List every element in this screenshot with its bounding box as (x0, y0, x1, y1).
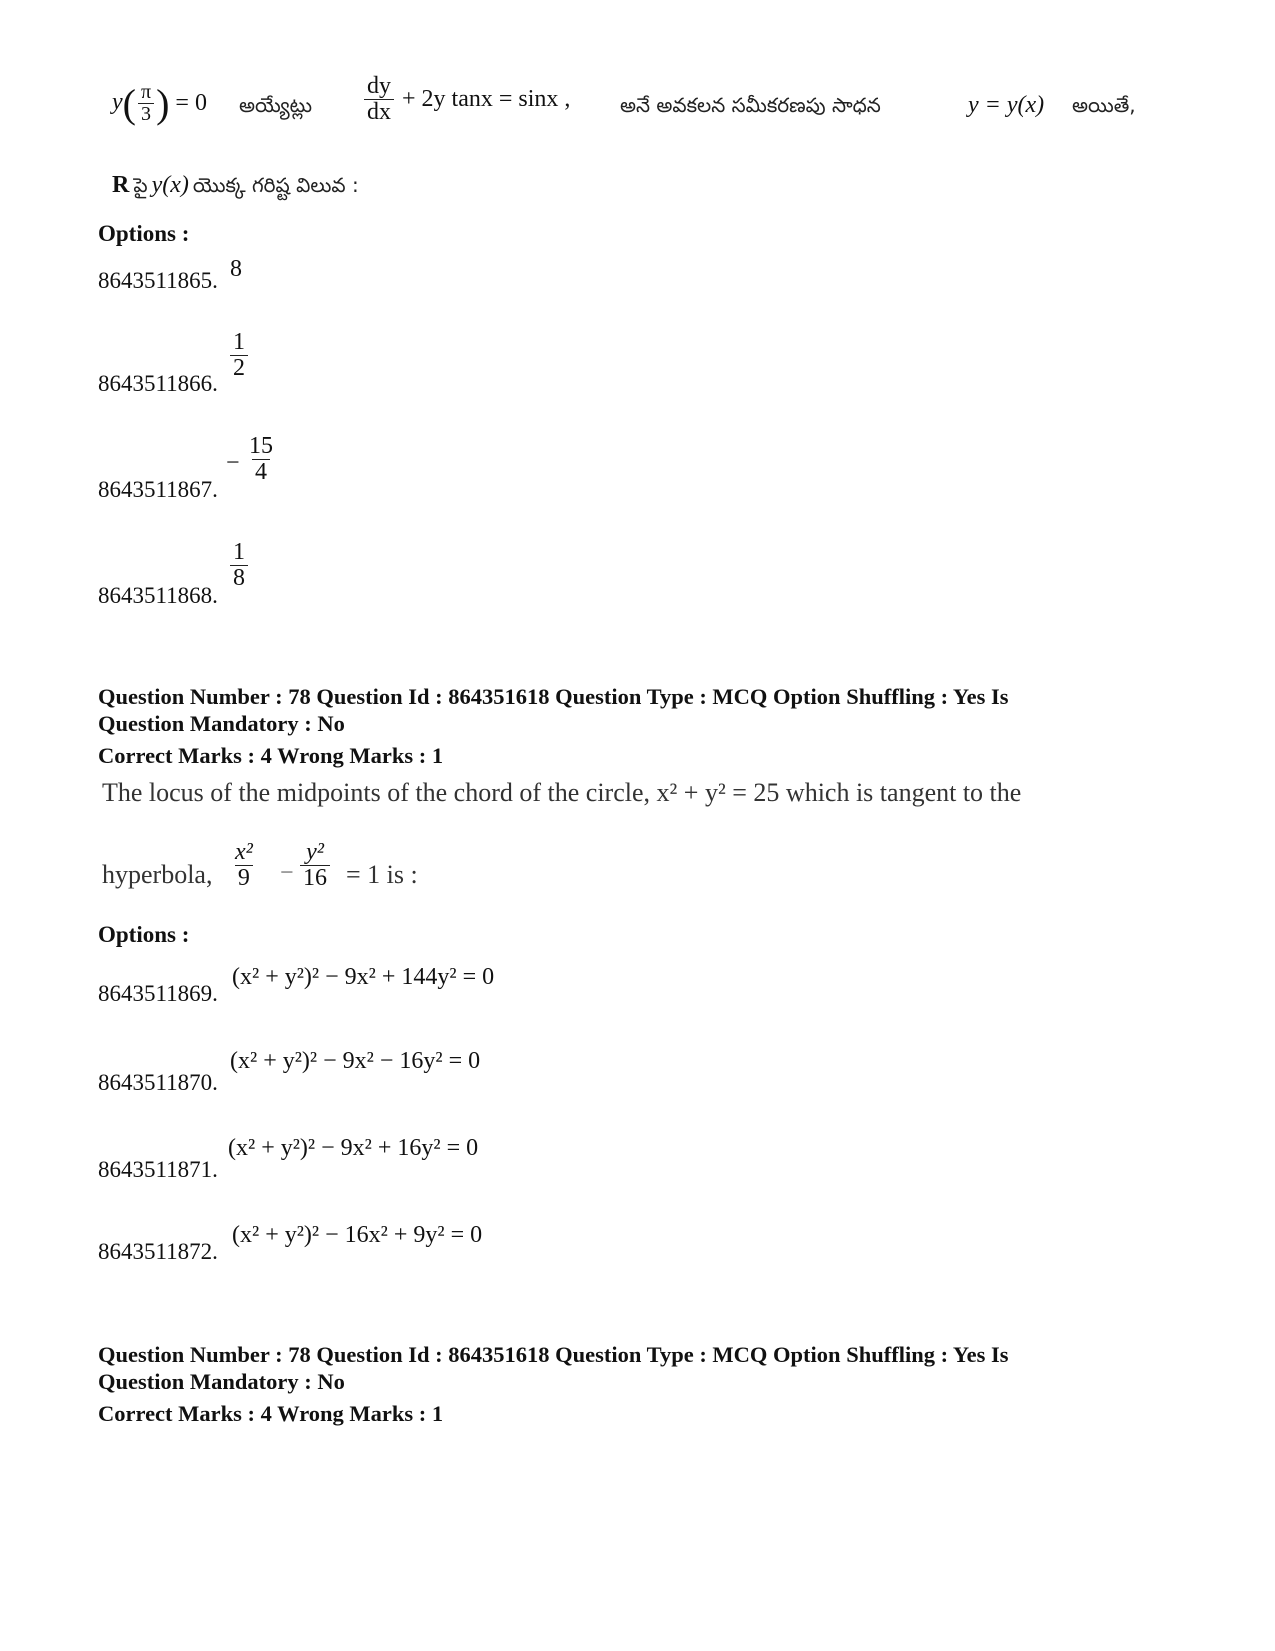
q78-repeat-marks: Correct Marks : 4 Wrong Marks : 1 (98, 1401, 444, 1426)
option-id: 8643511867. (98, 477, 218, 502)
q77-telugu-on: పై (133, 173, 148, 197)
q77-differential-equation: $\frac{dy}{dx}$ + 2y tanx = sinx , (362, 74, 570, 125)
q77-option (98, 432, 498, 504)
option-id: 8643511868. (98, 583, 218, 608)
option-expression: (x² + y²)² − 16x² + 9y² = 0 (232, 1222, 483, 1248)
q77-telugu-if: అయితే, (1072, 93, 1136, 117)
q78-option (98, 960, 698, 1010)
q77-option (98, 256, 498, 302)
option-expression: (x² + y²)² − 9x² + 144y² = 0 (232, 964, 495, 990)
q77-telugu-middle: అనే అవకలన సమీకరణపు సాధన (620, 93, 881, 117)
option-id: 8643511870. (98, 1070, 218, 1095)
q78-repeat-meta-line1: Question Number : 78 Question Id : 864351618 Question Type : MCQ Option Shuffling : Yes Is (98, 1342, 1009, 1367)
option-fraction: $\frac{1}{8}$ (230, 540, 248, 591)
q78-meta-line2: Question Mandatory : No (98, 711, 345, 736)
q78-minus: − (280, 860, 294, 886)
q78-option (98, 1133, 698, 1183)
q78-frac-x: $\frac{\text{x²}}{9}$ (235, 839, 253, 892)
q77-fn: y(x) (151, 172, 189, 198)
q77-stem-line1 (112, 74, 1232, 140)
q77-option (98, 538, 498, 610)
q78-repeat-meta-line2: Question Mandatory : No (98, 1369, 345, 1394)
option-expression: (x² + y²)² − 9x² − 16y² = 0 (230, 1048, 481, 1074)
q78-marks: Correct Marks : 4 Wrong Marks : 1 (98, 743, 444, 768)
q78-options-label: Options : (98, 922, 190, 947)
q78-hyperbola-prefix: hyperbola, (102, 860, 213, 889)
q77-stem-line2 (112, 172, 359, 202)
option-expression: (x² + y²)² − 9x² + 16y² = 0 (228, 1135, 479, 1161)
q77-set-r: R (112, 172, 130, 198)
option-id: 8643511865. (98, 268, 218, 293)
option-id: 8643511866. (98, 371, 218, 396)
option-fraction: $\frac{1}{2}$ (230, 330, 248, 381)
q77-options-label: Options : (98, 221, 190, 246)
q77-telugu-max-value: యొక్క గరిష్ట విలువ : (192, 173, 359, 197)
q78-option (98, 1222, 698, 1272)
option-id: 8643511869. (98, 981, 218, 1006)
option-id: 8643511871. (98, 1157, 218, 1182)
q77-condition: y( $\frac{\pi}{3}$ ) = 0 (112, 81, 207, 126)
q77-telugu-such-that: అయ్యేట్లు (239, 93, 313, 117)
q78-hyperbola-suffix: = 1 is : (346, 860, 418, 889)
option-fraction: $\frac{15}{4}$ (249, 433, 273, 486)
q78-frac-y: $\frac{\text{y²}}{16}$ (300, 840, 330, 891)
q77-option (98, 328, 498, 398)
option-id: 8643511872. (98, 1239, 218, 1264)
q78-stem-line1: The locus of the midpoints of the chord of the circle, x² + y² = 25 which is tangent to the (102, 778, 1022, 807)
option-value: 8 (230, 256, 242, 282)
q77-solution: y = y(x) (968, 92, 1045, 118)
q78-option (98, 1046, 698, 1096)
option-sign: − (226, 450, 240, 476)
q78-meta-line1: Question Number : 78 Question Id : 864351618 Question Type : MCQ Option Shuffling : Yes Is (98, 684, 1009, 709)
